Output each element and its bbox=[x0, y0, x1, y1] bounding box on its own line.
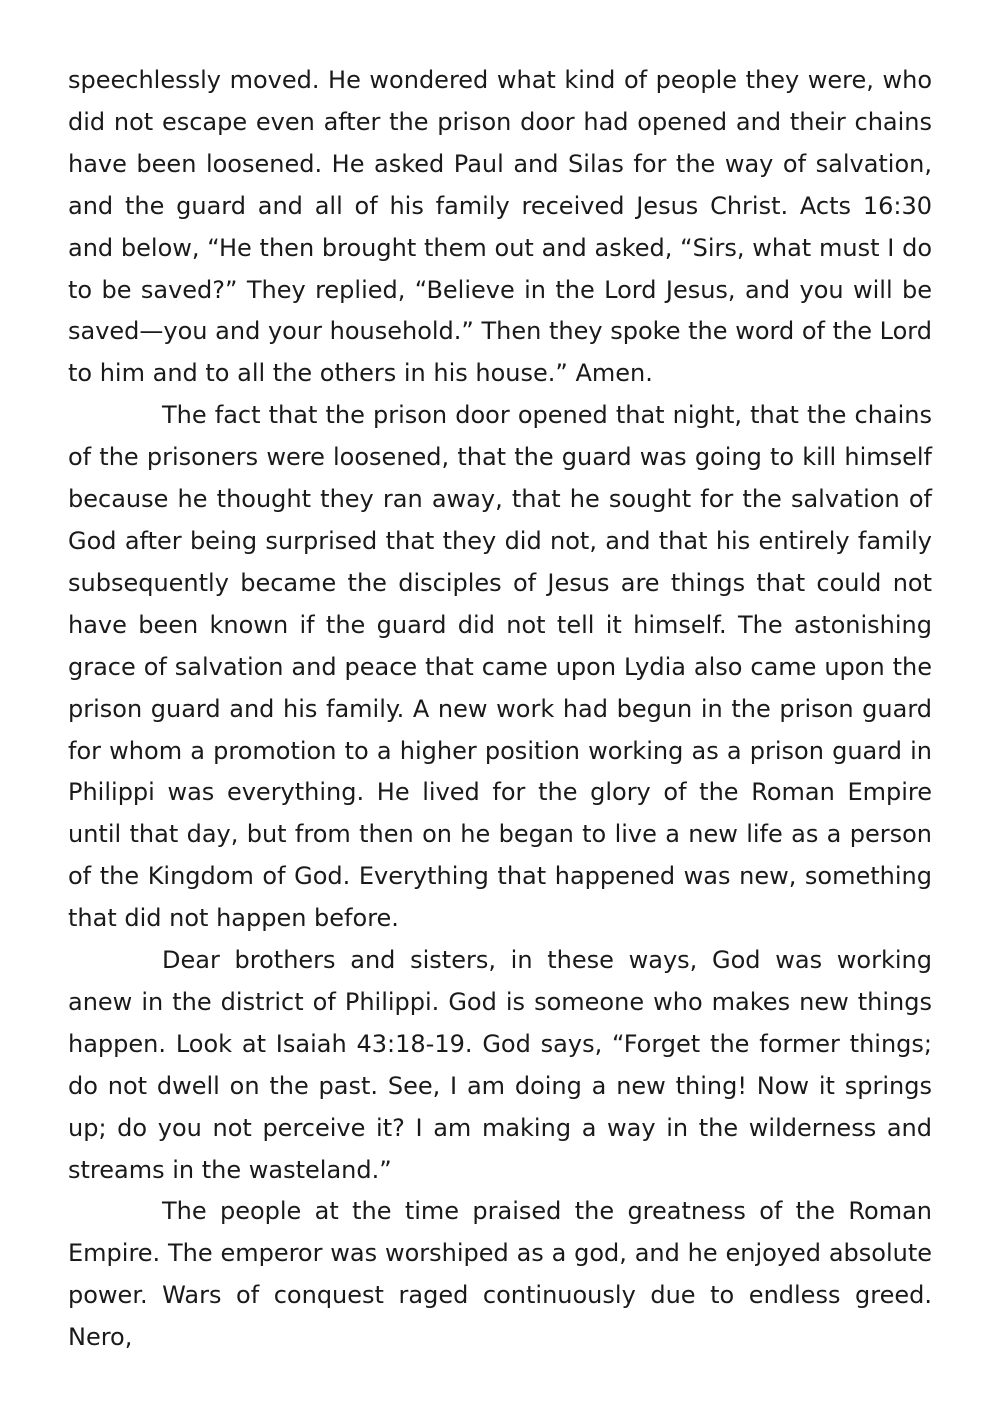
document-page bbox=[68, 60, 932, 1359]
paragraph-4: The people at the time praised the greatness of the Roman Empire. The emperor was worshiped as a god, and he enjoyed absolute power. Wars of conquest raged continuously due to endless greed. Nero, bbox=[68, 1197, 932, 1352]
paragraph-2: The fact that the prison door opened that night, that the chains of the prisoners were loosened, that the guard was going to kill himself because he thought they ran away, that he sought for the salvation of God after being surprised that they did not, and that his entirely family subsequently became the disciples of Jesus are things that could not have been known if the guard did not tell it himself. The astonishing grace of salvation and peace that came upon Lydia also came upon the prison guard and his family. A new work had begun in the prison guard for whom a promotion to a higher position working as a prison guard in Philippi was everything. He lived for the glory of the Roman Empire until that day, but from then on he began to live a new life as a person of the Kingdom of God. Everything that happened was new, something that did not happen before. bbox=[68, 401, 932, 933]
paragraph-1: speechlessly moved. He wondered what kind of people they were, who did not escape even after the prison door had opened and their chains have been loosened. He asked Paul and Silas for the way of salvation, and the guard and all of his family received Jesus Christ. Acts 16:30 and below, “He then brought them out and asked, “Sirs, what must I do to be saved?” They replied, “Believe in the Lord Jesus, and you will be saved—you and your household.” Then they spoke the word of the Lord to him and to all the others in his house.” Amen. bbox=[68, 66, 932, 388]
paragraph-3: Dear brothers and sisters, in these ways, God was working anew in the district of Philippi. God is someone who makes new things happen. Look at Isaiah 43:18-19. God says, “Forget the former things; do not dwell on the past. See, I am doing a new thing! Now it springs up; do you not perceive it? I am making a way in the wilderness and streams in the wasteland.” bbox=[68, 946, 932, 1184]
